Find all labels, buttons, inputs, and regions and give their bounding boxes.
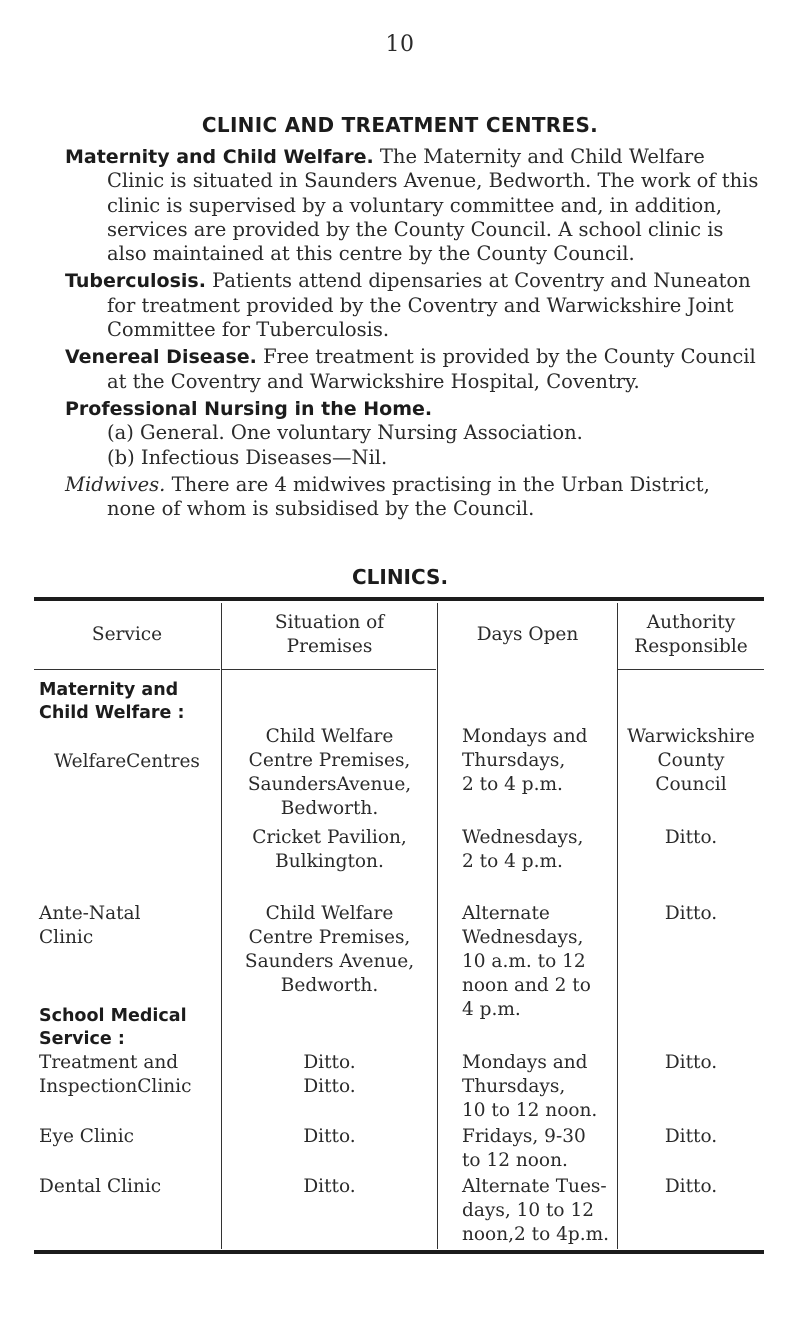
header-rule-authority <box>618 669 764 670</box>
table-row-4-situation: Ditto. <box>303 1126 356 1147</box>
nursing-item-b: (b) Infectious Diseases—Nil. <box>107 445 388 469</box>
table-row-3-service: Treatment and InspectionClinic <box>39 1052 192 1097</box>
table-row-5-service: Dental Clinic <box>39 1176 162 1197</box>
midwives-heading: Midwives. <box>65 472 166 496</box>
table-row-0-days: Mondays and Thursdays, 2 to 4 p.m. <box>462 726 588 795</box>
header-rule-service <box>34 669 220 670</box>
table-row-3-authority: Ditto. <box>664 1052 718 1073</box>
table-top-rule <box>34 597 764 601</box>
table-row-1-authority: Ditto. <box>664 827 718 848</box>
body-text <box>65 145 763 521</box>
header-days: Days Open <box>476 624 579 645</box>
header-rule-situation <box>222 669 436 670</box>
table-row-2-authority: Ditto. <box>664 903 718 924</box>
midwives-paragraph <box>65 473 763 522</box>
table-row-4-days: Fridays, 9-30 to 12 noon. <box>462 1126 586 1171</box>
table-row-5-authority: Ditto. <box>664 1176 718 1197</box>
table-row-2-situation: Child Welfare Centre Premises, Saunders Avenue, Bedworth. <box>244 903 415 996</box>
table-row-4-authority: Ditto. <box>664 1126 718 1147</box>
maternity-paragraph <box>65 145 763 266</box>
table-row-5-days: Alternate Tues- days, 10 to 12 noon,2 to 4p.m. <box>462 1176 610 1245</box>
clinics-heading: CLINICS. <box>351 565 449 589</box>
table-row-2-days: Alternate Wednesdays, 10 a.m. to 12 noon and 2 to 4 p.m. <box>462 903 591 1020</box>
table-row-4-service: Eye Clinic <box>39 1126 134 1147</box>
header-situation: Situation of Premises <box>274 612 385 657</box>
table-bottom-rule <box>34 1250 764 1254</box>
venereal-text: Free treatment is provided by the County Council at the Coventry and Warwickshire Hospital, Coventry. <box>107 345 756 393</box>
table-row-2-service: Ante-Natal Clinic <box>39 903 141 948</box>
nursing-item-a: (a) General. One voluntary Nursing Association. <box>107 421 583 445</box>
clinics-table <box>34 597 764 1257</box>
tuberculosis-paragraph <box>65 269 763 342</box>
table-row-1-situation: Cricket Pavilion, Bulkington. <box>252 827 407 872</box>
table-row-0-authority: Warwickshire County Council <box>627 726 755 795</box>
tuberculosis-heading: Tuberculosis. <box>65 270 206 293</box>
column-divider-3 <box>617 603 618 1249</box>
table-row-3-days: Mondays and Thursdays, 10 to 12 noon. <box>462 1052 598 1121</box>
nursing-paragraph <box>65 397 763 470</box>
maternity-heading: Maternity and Child Welfare. <box>65 146 374 168</box>
table-row-3-situation: Ditto. Ditto. <box>303 1052 356 1097</box>
tuberculosis-text: Patients attend dipensaries at Coventry and Nuneaton for treatment provided by the Coventry and Warwickshire Joint Committee for Tuberculosis. <box>107 269 751 342</box>
table-row-0-situation: Child Welfare Centre Premises, SaundersAvenue, Bedworth. <box>247 726 412 819</box>
header-service: Service <box>91 624 163 645</box>
midwives-text: There are 4 midwives practising in the Urban District, none of whom is subsidised by the Council. <box>107 472 710 521</box>
page-number: 10 <box>385 32 415 57</box>
header-authority: Authority Responsible <box>634 612 748 657</box>
page-title: CLINIC AND TREATMENT CENTRES. <box>201 113 599 137</box>
column-divider-2 <box>437 603 438 1249</box>
category-school-medical: School Medical Service : <box>39 1006 187 1049</box>
table-row-0-service: WelfareCentres <box>54 751 200 772</box>
category-maternity: Maternity and Child Welfare : <box>39 680 185 723</box>
table-row-5-situation: Ditto. <box>303 1176 356 1197</box>
venereal-paragraph <box>65 345 763 394</box>
venereal-heading: Venereal Disease. <box>65 346 257 369</box>
maternity-text: The Maternity and Child Welfare Clinic is situated in Saunders Avenue, Bedworth. The work of this clinic is supervised by a voluntary committee and, in addition, services are provided by the County Council. A school clinic is also maintained at this centre by the County Council. <box>107 145 759 266</box>
nursing-heading: Professional Nursing in the Home. <box>65 397 433 420</box>
table-row-1-days: Wednesdays, 2 to 4 p.m. <box>462 827 584 872</box>
